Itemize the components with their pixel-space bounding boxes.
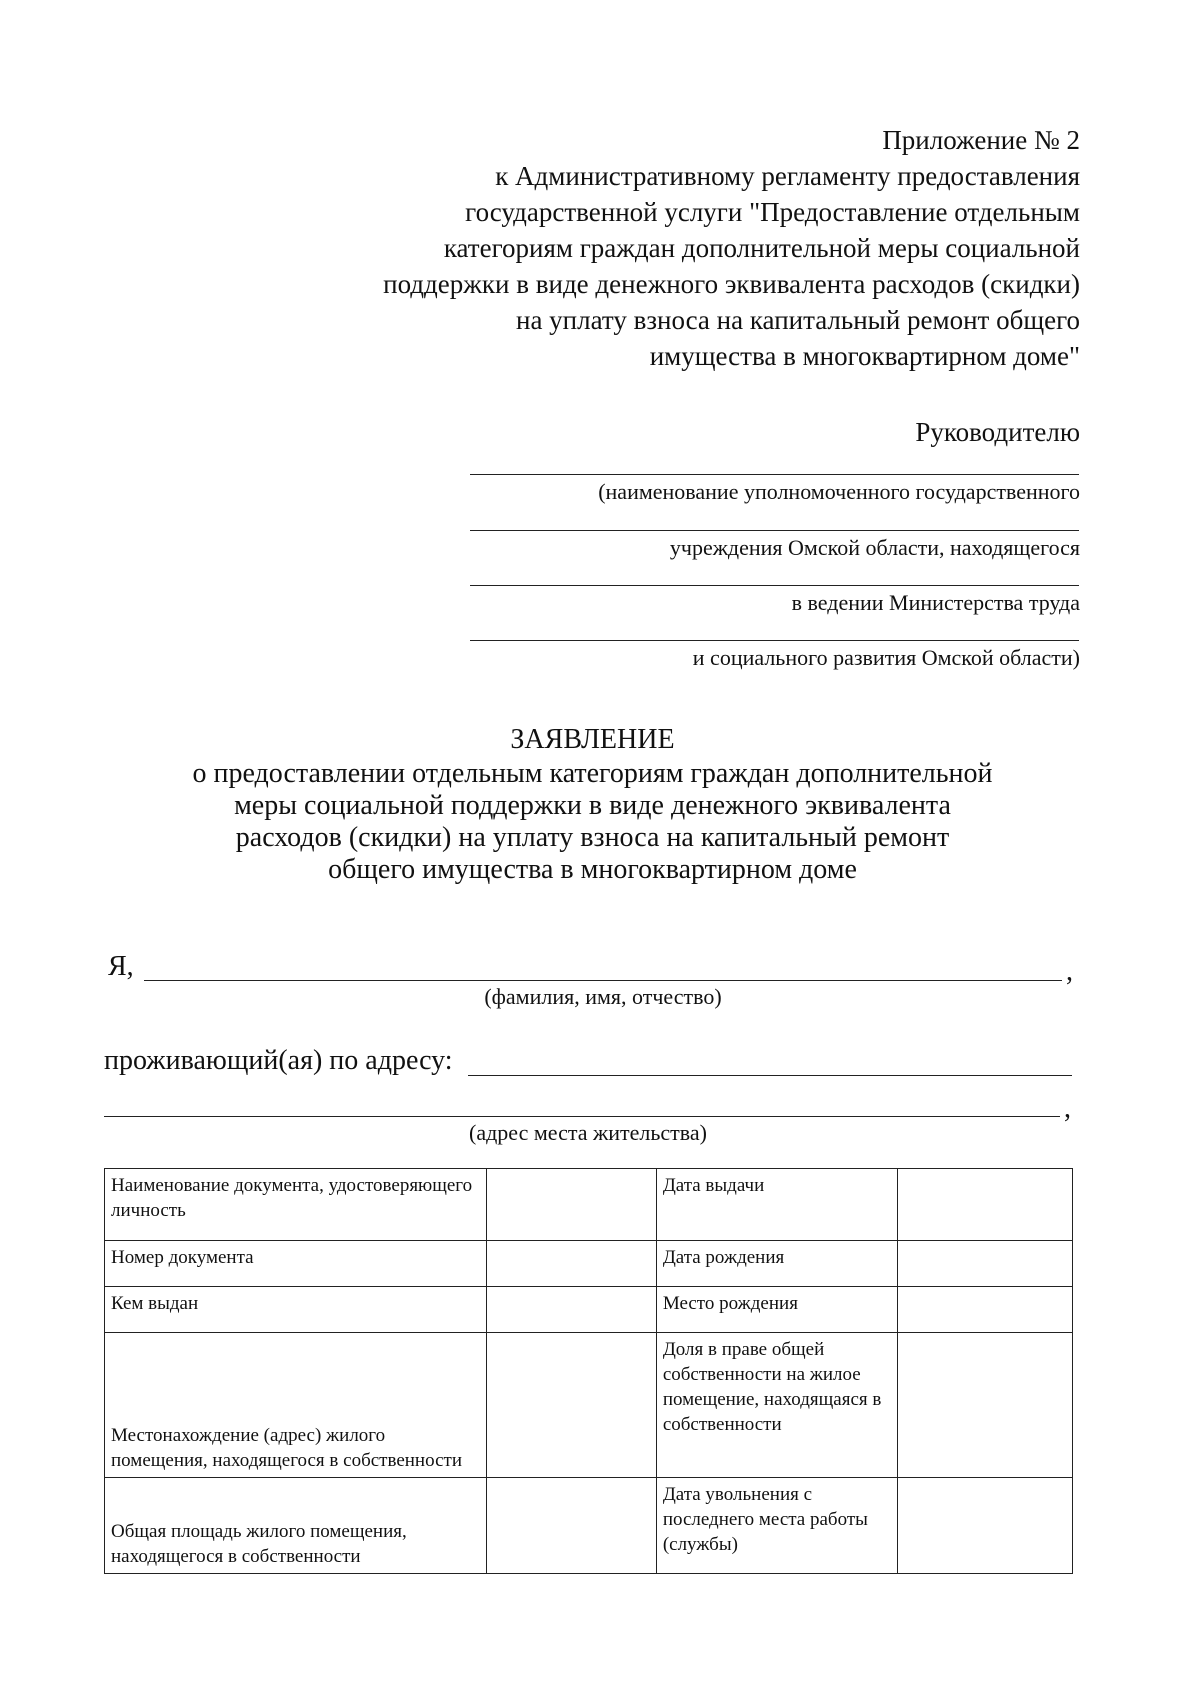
appendix-line: к Административному регламенту предоставления [495,161,1080,191]
appendix-line: категориям граждан дополнительной меры социальной [443,233,1080,263]
table-label: Дата выдачи [656,1169,897,1241]
table-row [105,1478,1073,1574]
table-label: Местонахождение (адрес) жилого помещения, находящегося в собственности [105,1333,487,1478]
address-field-line2[interactable] [104,1088,1060,1117]
addressee-line[interactable] [470,640,1079,641]
addressee-line[interactable] [470,530,1079,531]
address-comma: , [1064,1093,1071,1124]
table-label: Дата рождения [656,1241,897,1287]
table-value-cell[interactable] [486,1333,656,1478]
table-label: Место рождения [656,1287,897,1333]
appendix-header [180,122,1080,374]
table-row [105,1333,1073,1478]
table-value-cell[interactable] [486,1287,656,1333]
address-field-line1[interactable] [468,1045,1072,1076]
statement-subtitle-line: о предоставлении отдельным категориям граждан дополнительной [192,758,993,789]
applicant-i-label: Я, [108,951,134,982]
table-value-cell[interactable] [897,1241,1072,1287]
statement-subtitle-line: общего имущества в многоквартирном доме [328,854,857,885]
table-label: Кем выдан [105,1287,487,1333]
table-value-cell[interactable] [486,1169,656,1241]
table-value-cell[interactable] [897,1287,1072,1333]
table-label: Номер документа [105,1241,487,1287]
address-label: проживающий(ая) по адресу: [104,1045,453,1076]
addressee-caption: и социального развития Омской области) [692,645,1080,670]
addressee-caption: (наименование уполномоченного государственного [598,479,1080,504]
statement-heading: ЗАЯВЛЕНИЕ [510,724,675,755]
applicant-name-field[interactable] [144,950,1062,981]
addressee-caption: в ведении Министерства труда [791,590,1080,615]
table-value-cell[interactable] [897,1478,1072,1574]
table-value-cell[interactable] [897,1333,1072,1478]
table-value-cell[interactable] [486,1478,656,1574]
applicant-data-table [104,1168,1073,1574]
statement-subtitle-line: расходов (скидки) на уплату взноса на капитальный ремонт [235,822,950,853]
table-row [105,1169,1073,1241]
appendix-line: на уплату взноса на капитальный ремонт общего [516,305,1080,335]
table-label: Наименование документа, удостоверяющего личность [105,1169,487,1241]
table-label: Общая площадь жилого помещения, находящегося в собственности [105,1478,487,1574]
appendix-line: государственной услуги "Предоставление отдельным [465,197,1080,227]
name-comma: , [1066,956,1073,987]
table-value-cell[interactable] [897,1169,1072,1241]
table-value-cell[interactable] [486,1241,656,1287]
addressee-to: Руководителю [915,417,1080,447]
table-row [105,1241,1073,1287]
statement-title-block [100,724,1085,886]
name-caption: (фамилия, имя, отчество) [484,984,722,1009]
table-label: Дата увольнения с последнего места работы (службы) [656,1478,897,1574]
appendix-line: поддержки в виде денежного эквивалента расходов (скидки) [383,269,1080,299]
appendix-number: Приложение № 2 [882,125,1080,155]
table-row [105,1287,1073,1333]
appendix-line: имущества в многоквартирном доме" [649,341,1080,371]
addressee-caption: учреждения Омской области, находящегося [669,535,1080,560]
address-caption: (адрес места жительства) [469,1120,707,1145]
table-label: Доля в праве общей собственности на жилое помещение, находящаяся в собственности [656,1333,897,1478]
statement-subtitle-line: меры социальной поддержки в виде денежного эквивалента [234,790,951,821]
addressee-line[interactable] [470,585,1079,586]
addressee-line[interactable] [470,474,1079,475]
